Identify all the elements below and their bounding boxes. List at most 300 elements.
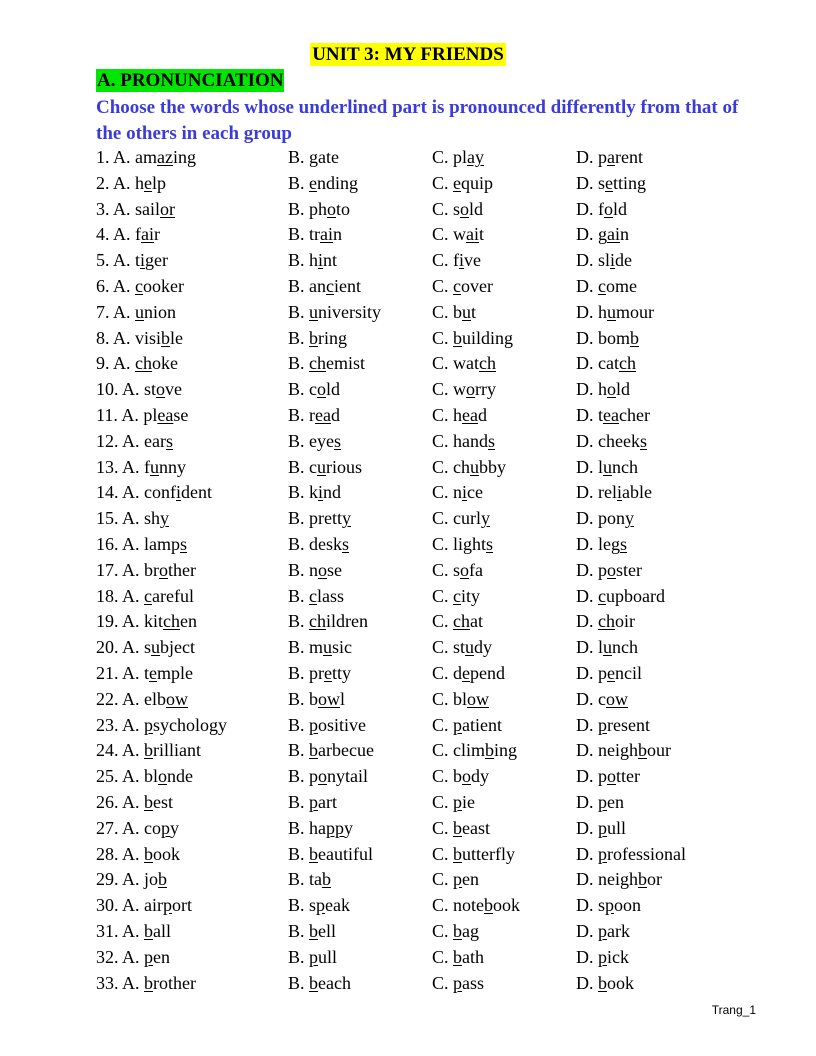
question-row bbox=[96, 867, 776, 893]
option-c bbox=[432, 661, 505, 687]
option-b bbox=[288, 455, 362, 481]
word-suffix: emist bbox=[326, 353, 366, 374]
word-suffix: art bbox=[318, 791, 337, 812]
option-a bbox=[96, 661, 193, 687]
option-b bbox=[288, 377, 340, 403]
word-prefix: B. p bbox=[288, 766, 319, 787]
word-suffix: ort bbox=[172, 895, 192, 916]
option-c bbox=[432, 971, 484, 997]
underlined-part: y bbox=[160, 508, 170, 529]
word-suffix: dy bbox=[474, 637, 493, 658]
option-c bbox=[432, 248, 481, 274]
word-prefix: 23. A. bbox=[96, 714, 145, 735]
word-prefix: 14. A. conf bbox=[96, 482, 176, 503]
option-b bbox=[288, 403, 340, 429]
option-b bbox=[288, 609, 368, 635]
option-d bbox=[576, 842, 686, 868]
question-row bbox=[96, 661, 776, 687]
underlined-part: p bbox=[309, 946, 319, 967]
question-row bbox=[96, 351, 776, 377]
word-prefix: C. hand bbox=[432, 430, 488, 451]
word-prefix: B. h bbox=[288, 250, 319, 271]
underlined-part: o bbox=[466, 379, 476, 400]
question-row bbox=[96, 609, 776, 635]
option-a bbox=[96, 429, 173, 455]
word-prefix: 4. A. f bbox=[96, 224, 141, 245]
word-prefix: C. f bbox=[432, 250, 459, 271]
option-a bbox=[96, 274, 184, 300]
option-b bbox=[288, 867, 331, 893]
word-suffix: eak bbox=[325, 895, 350, 916]
word-prefix: B. bbox=[288, 327, 310, 348]
option-b bbox=[288, 429, 341, 455]
option-d bbox=[576, 455, 638, 481]
option-b bbox=[288, 145, 339, 171]
underlined-part: b bbox=[453, 843, 463, 864]
option-c bbox=[432, 480, 483, 506]
option-c bbox=[432, 919, 479, 945]
underlined-part: p bbox=[598, 817, 607, 838]
underlined-part: b bbox=[309, 972, 319, 993]
word-suffix: all bbox=[153, 920, 172, 941]
option-a bbox=[96, 455, 186, 481]
underlined-part: b bbox=[453, 817, 463, 838]
option-b bbox=[288, 532, 349, 558]
word-suffix: ass bbox=[462, 972, 485, 993]
word-prefix: B. bbox=[288, 353, 310, 374]
word-suffix: ger bbox=[145, 250, 169, 271]
word-prefix: D. g bbox=[576, 224, 607, 245]
word-prefix: D. h bbox=[576, 301, 607, 322]
word-prefix: 18. A. bbox=[96, 585, 145, 606]
word-suffix: tting bbox=[613, 172, 647, 193]
option-d bbox=[576, 300, 654, 326]
option-d bbox=[576, 403, 650, 429]
word-suffix: ome bbox=[606, 275, 637, 296]
option-d bbox=[576, 506, 634, 532]
word-prefix: 20. A. s bbox=[96, 637, 152, 658]
word-prefix: B. bbox=[288, 585, 310, 606]
word-prefix: 11. A. pl bbox=[96, 404, 158, 425]
title-wrapper bbox=[0, 43, 816, 66]
word-prefix: 16. A. lamp bbox=[96, 533, 180, 554]
option-a bbox=[96, 377, 182, 403]
question-row bbox=[96, 584, 776, 610]
word-prefix: B. b bbox=[288, 688, 319, 709]
option-c bbox=[432, 145, 484, 171]
underlined-part: o bbox=[462, 766, 472, 787]
question-row bbox=[96, 558, 776, 584]
underlined-part: s bbox=[639, 430, 647, 451]
word-suffix: ster bbox=[616, 559, 642, 580]
word-prefix: B. desk bbox=[288, 533, 342, 554]
word-prefix: B. bbox=[288, 972, 310, 993]
underlined-part: i bbox=[616, 482, 622, 503]
word-suffix: or bbox=[647, 869, 662, 890]
word-suffix: l bbox=[340, 688, 346, 709]
word-prefix: D. p bbox=[576, 766, 607, 787]
word-prefix: 22. A. elb bbox=[96, 688, 166, 709]
word-prefix: D. bbox=[576, 843, 598, 864]
underlined-part: s bbox=[165, 430, 173, 451]
word-prefix: D. bbox=[576, 275, 598, 296]
option-b bbox=[288, 790, 337, 816]
word-prefix: B. bbox=[288, 172, 310, 193]
option-d bbox=[576, 945, 629, 971]
word-suffix: en bbox=[153, 946, 171, 967]
option-d bbox=[576, 919, 630, 945]
option-d bbox=[576, 893, 641, 919]
option-a bbox=[96, 893, 192, 919]
question-row bbox=[96, 738, 776, 764]
underlined-part: b bbox=[485, 740, 494, 761]
word-suffix: each bbox=[318, 972, 351, 993]
word-suffix: ell bbox=[318, 920, 337, 941]
option-b bbox=[288, 558, 342, 584]
underlined-part: b bbox=[144, 843, 154, 864]
word-suffix: rofessional bbox=[607, 843, 686, 864]
underlined-part: s bbox=[488, 430, 496, 451]
option-c bbox=[432, 403, 487, 429]
option-c bbox=[432, 842, 515, 868]
question-row bbox=[96, 197, 776, 223]
word-suffix: ook bbox=[607, 972, 634, 993]
underlined-part: b bbox=[158, 869, 168, 890]
option-a bbox=[96, 635, 195, 661]
question-row bbox=[96, 455, 776, 481]
word-prefix: 21. A. t bbox=[96, 662, 150, 683]
word-prefix: D. s bbox=[576, 895, 606, 916]
word-prefix: B. prett bbox=[288, 508, 342, 529]
option-b bbox=[288, 635, 352, 661]
word-prefix: D. t bbox=[576, 404, 603, 425]
underlined-part: b bbox=[309, 327, 319, 348]
word-suffix: lass bbox=[317, 585, 345, 606]
section-heading: A. PRONUNCIATION bbox=[97, 70, 284, 91]
question-row bbox=[96, 532, 776, 558]
question-row bbox=[96, 171, 776, 197]
word-prefix: C. s bbox=[432, 198, 461, 219]
word-prefix: D. rel bbox=[576, 482, 617, 503]
word-suffix: oon bbox=[614, 895, 642, 916]
option-b bbox=[288, 816, 353, 842]
word-prefix: C. bbox=[432, 817, 454, 838]
word-prefix: D. leg bbox=[576, 533, 620, 554]
underlined-part: s bbox=[333, 430, 341, 451]
word-prefix: C. curl bbox=[432, 508, 481, 529]
underlined-part: p bbox=[598, 946, 607, 967]
word-prefix: B. bbox=[288, 791, 310, 812]
word-prefix: B. bbox=[288, 946, 310, 967]
option-c bbox=[432, 222, 484, 248]
option-a bbox=[96, 300, 176, 326]
option-b bbox=[288, 197, 350, 223]
word-suffix: bby bbox=[479, 456, 506, 477]
option-d bbox=[576, 248, 632, 274]
word-suffix: t bbox=[479, 224, 485, 245]
question-row bbox=[96, 687, 776, 713]
word-suffix: ncil bbox=[615, 662, 642, 683]
option-c bbox=[432, 455, 506, 481]
underlined-part: o bbox=[327, 198, 337, 219]
underlined-part: p bbox=[453, 869, 463, 890]
underlined-part: u bbox=[603, 637, 612, 658]
word-prefix: 27. A. co bbox=[96, 817, 161, 838]
option-a bbox=[96, 945, 170, 971]
option-d bbox=[576, 480, 652, 506]
word-prefix: D. bbox=[576, 791, 598, 812]
underlined-part: i bbox=[462, 482, 468, 503]
option-a bbox=[96, 971, 196, 997]
word-suffix: nny bbox=[159, 456, 186, 477]
word-prefix: B. ha bbox=[288, 817, 326, 838]
option-b bbox=[288, 945, 337, 971]
word-prefix: 10. A. st bbox=[96, 379, 157, 400]
option-c bbox=[432, 764, 489, 790]
option-a bbox=[96, 351, 178, 377]
word-prefix: B. c bbox=[288, 456, 317, 477]
word-prefix: B. bbox=[288, 740, 310, 761]
word-suffix: nde bbox=[167, 766, 194, 787]
question-row bbox=[96, 300, 776, 326]
word-prefix: B. n bbox=[288, 559, 319, 580]
word-suffix: mple bbox=[157, 662, 194, 683]
word-suffix: ld bbox=[613, 198, 628, 219]
question-row bbox=[96, 145, 776, 171]
underlined-part: b bbox=[322, 869, 331, 890]
word-prefix: B. bbox=[288, 920, 310, 941]
option-c bbox=[432, 713, 502, 739]
underlined-part: ch bbox=[135, 353, 153, 374]
word-suffix: arbecue bbox=[318, 740, 374, 761]
word-prefix: 6. A. bbox=[96, 275, 136, 296]
word-prefix: B. ph bbox=[288, 198, 328, 219]
word-prefix: D. bbox=[576, 817, 598, 838]
option-c bbox=[432, 171, 493, 197]
word-prefix: C. bbox=[432, 972, 454, 993]
underlined-part: u bbox=[150, 456, 159, 477]
underlined-part: p bbox=[163, 895, 172, 916]
option-d bbox=[576, 326, 639, 352]
option-d bbox=[576, 687, 628, 713]
underlined-part: ea bbox=[603, 404, 619, 425]
option-c bbox=[432, 351, 496, 377]
word-suffix: rry bbox=[475, 379, 497, 400]
question-row bbox=[96, 274, 776, 300]
word-prefix: C. s bbox=[432, 559, 461, 580]
option-b bbox=[288, 713, 366, 739]
underlined-part: p bbox=[598, 791, 607, 812]
word-prefix: 8. A. visi bbox=[96, 327, 162, 348]
page-footer: Trang_1 bbox=[711, 1003, 756, 1017]
option-b bbox=[288, 842, 373, 868]
word-prefix: C. bbox=[432, 585, 454, 606]
underlined-part: ea bbox=[462, 404, 478, 425]
underlined-part: p bbox=[598, 920, 607, 941]
word-suffix: at bbox=[470, 611, 484, 632]
word-prefix: C. bbox=[432, 714, 454, 735]
option-d bbox=[576, 532, 627, 558]
word-prefix: 25. A. bl bbox=[96, 766, 159, 787]
word-suffix: ient bbox=[334, 275, 361, 296]
underlined-part: b bbox=[144, 972, 154, 993]
word-prefix: 2. A. h bbox=[96, 172, 145, 193]
word-prefix: C. d bbox=[432, 662, 463, 683]
underlined-part: o bbox=[607, 379, 616, 400]
word-prefix: C. h bbox=[432, 404, 463, 425]
word-prefix: D. l bbox=[576, 456, 603, 477]
option-a bbox=[96, 145, 196, 171]
word-prefix: C. w bbox=[432, 379, 467, 400]
option-a bbox=[96, 790, 173, 816]
option-b bbox=[288, 764, 368, 790]
option-d bbox=[576, 145, 643, 171]
word-suffix: ull bbox=[318, 946, 338, 967]
word-prefix: C. bbox=[432, 791, 454, 812]
word-prefix: D. bbox=[576, 920, 598, 941]
word-prefix: C. n bbox=[432, 482, 463, 503]
underlined-part: ow bbox=[467, 688, 490, 709]
word-prefix: 31. A. bbox=[96, 920, 145, 941]
option-a bbox=[96, 738, 201, 764]
underlined-part: u bbox=[135, 301, 145, 322]
underlined-part: c bbox=[598, 585, 606, 606]
word-suffix: rent bbox=[615, 147, 643, 167]
word-suffix: n bbox=[333, 224, 343, 245]
underlined-part: ai bbox=[320, 224, 334, 245]
word-suffix: ve bbox=[165, 379, 183, 400]
word-suffix: oke bbox=[152, 353, 179, 374]
word-prefix: 30. A. air bbox=[96, 895, 163, 916]
word-suffix: to bbox=[336, 198, 351, 219]
question-row bbox=[96, 971, 776, 997]
option-b bbox=[288, 248, 337, 274]
underlined-part: p bbox=[598, 714, 607, 735]
word-suffix: atient bbox=[462, 714, 502, 735]
option-a bbox=[96, 687, 188, 713]
page-title: UNIT 3: MY FRIENDS bbox=[312, 44, 504, 65]
option-c bbox=[432, 945, 484, 971]
question-row bbox=[96, 764, 776, 790]
underlined-part: o bbox=[460, 559, 470, 580]
underlined-part: u bbox=[151, 637, 161, 658]
underlined-part: e bbox=[149, 662, 158, 683]
word-suffix: d bbox=[330, 404, 340, 425]
question-row bbox=[96, 326, 776, 352]
word-prefix: C. note bbox=[432, 895, 484, 916]
underlined-part: ai bbox=[607, 224, 620, 245]
underlined-part: b bbox=[309, 740, 319, 761]
underlined-part: e bbox=[453, 172, 462, 193]
underlined-part: ch bbox=[309, 611, 327, 632]
word-suffix: ld bbox=[326, 379, 341, 400]
word-suffix: dy bbox=[471, 766, 490, 787]
word-prefix: 9. A. bbox=[96, 353, 136, 374]
word-suffix: sic bbox=[332, 637, 353, 658]
word-suffix: nion bbox=[144, 301, 177, 322]
underlined-part: y bbox=[481, 508, 490, 529]
option-d bbox=[576, 351, 636, 377]
underlined-part: p bbox=[309, 714, 319, 735]
word-suffix: nch bbox=[612, 637, 638, 658]
word-prefix: B. bbox=[288, 147, 310, 167]
option-d bbox=[576, 971, 634, 997]
word-prefix: B. tr bbox=[288, 224, 321, 245]
option-d bbox=[576, 816, 626, 842]
word-suffix: tty bbox=[332, 662, 352, 683]
option-b bbox=[288, 661, 351, 687]
underlined-part: u bbox=[309, 301, 319, 322]
option-a bbox=[96, 403, 188, 429]
option-c bbox=[432, 300, 476, 326]
underlined-part: i bbox=[318, 482, 324, 503]
option-b bbox=[288, 893, 350, 919]
word-suffix: nytail bbox=[327, 766, 369, 787]
option-a bbox=[96, 248, 168, 274]
question-row bbox=[96, 635, 776, 661]
option-a bbox=[96, 842, 180, 868]
word-suffix: uilding bbox=[462, 327, 514, 348]
word-prefix: 15. A. sh bbox=[96, 508, 161, 529]
word-prefix: C. bbox=[432, 946, 454, 967]
word-prefix: 17. A. br bbox=[96, 559, 159, 580]
option-b bbox=[288, 351, 365, 377]
word-prefix: B. pr bbox=[288, 662, 324, 683]
underlined-part: b bbox=[309, 920, 319, 941]
word-prefix: C. bbox=[432, 275, 454, 296]
word-suffix: bject bbox=[160, 637, 195, 658]
word-suffix: ooker bbox=[143, 275, 184, 296]
option-b bbox=[288, 971, 351, 997]
word-suffix: nding bbox=[317, 172, 359, 193]
word-prefix: 32. A. bbox=[96, 946, 145, 967]
word-suffix: ld bbox=[616, 379, 631, 400]
underlined-part: p bbox=[605, 895, 615, 916]
underlined-part: p bbox=[453, 972, 463, 993]
word-prefix: D. p bbox=[576, 559, 607, 580]
question-row bbox=[96, 222, 776, 248]
word-prefix: D. c bbox=[576, 688, 606, 709]
word-prefix: B. bbox=[288, 301, 310, 322]
underlined-part: or bbox=[160, 198, 176, 219]
word-suffix: ildren bbox=[326, 611, 369, 632]
word-prefix: C. bbox=[432, 611, 454, 632]
underlined-part: c bbox=[135, 275, 144, 296]
word-prefix: B. m bbox=[288, 637, 324, 658]
word-prefix: 1. A. am bbox=[96, 147, 157, 167]
underlined-part: ai bbox=[466, 224, 480, 245]
underlined-part: o bbox=[318, 766, 328, 787]
word-prefix: 7. A. bbox=[96, 301, 136, 322]
word-prefix: C. st bbox=[432, 637, 466, 658]
word-prefix: C. light bbox=[432, 533, 487, 554]
word-prefix: 19. A. kit bbox=[96, 611, 164, 632]
question-row bbox=[96, 945, 776, 971]
underlined-part: s bbox=[486, 533, 494, 554]
option-a bbox=[96, 609, 197, 635]
underlined-part: o bbox=[460, 198, 470, 219]
word-prefix: D. sl bbox=[576, 250, 611, 271]
option-a bbox=[96, 764, 193, 790]
word-prefix: D. bbox=[576, 714, 598, 735]
option-a bbox=[96, 867, 167, 893]
underlined-part: p bbox=[453, 714, 463, 735]
option-c bbox=[432, 274, 493, 300]
word-suffix: n bbox=[620, 224, 629, 245]
underlined-part: c bbox=[326, 275, 334, 296]
word-suffix: ate bbox=[318, 147, 339, 167]
underlined-part: ay bbox=[467, 147, 485, 167]
